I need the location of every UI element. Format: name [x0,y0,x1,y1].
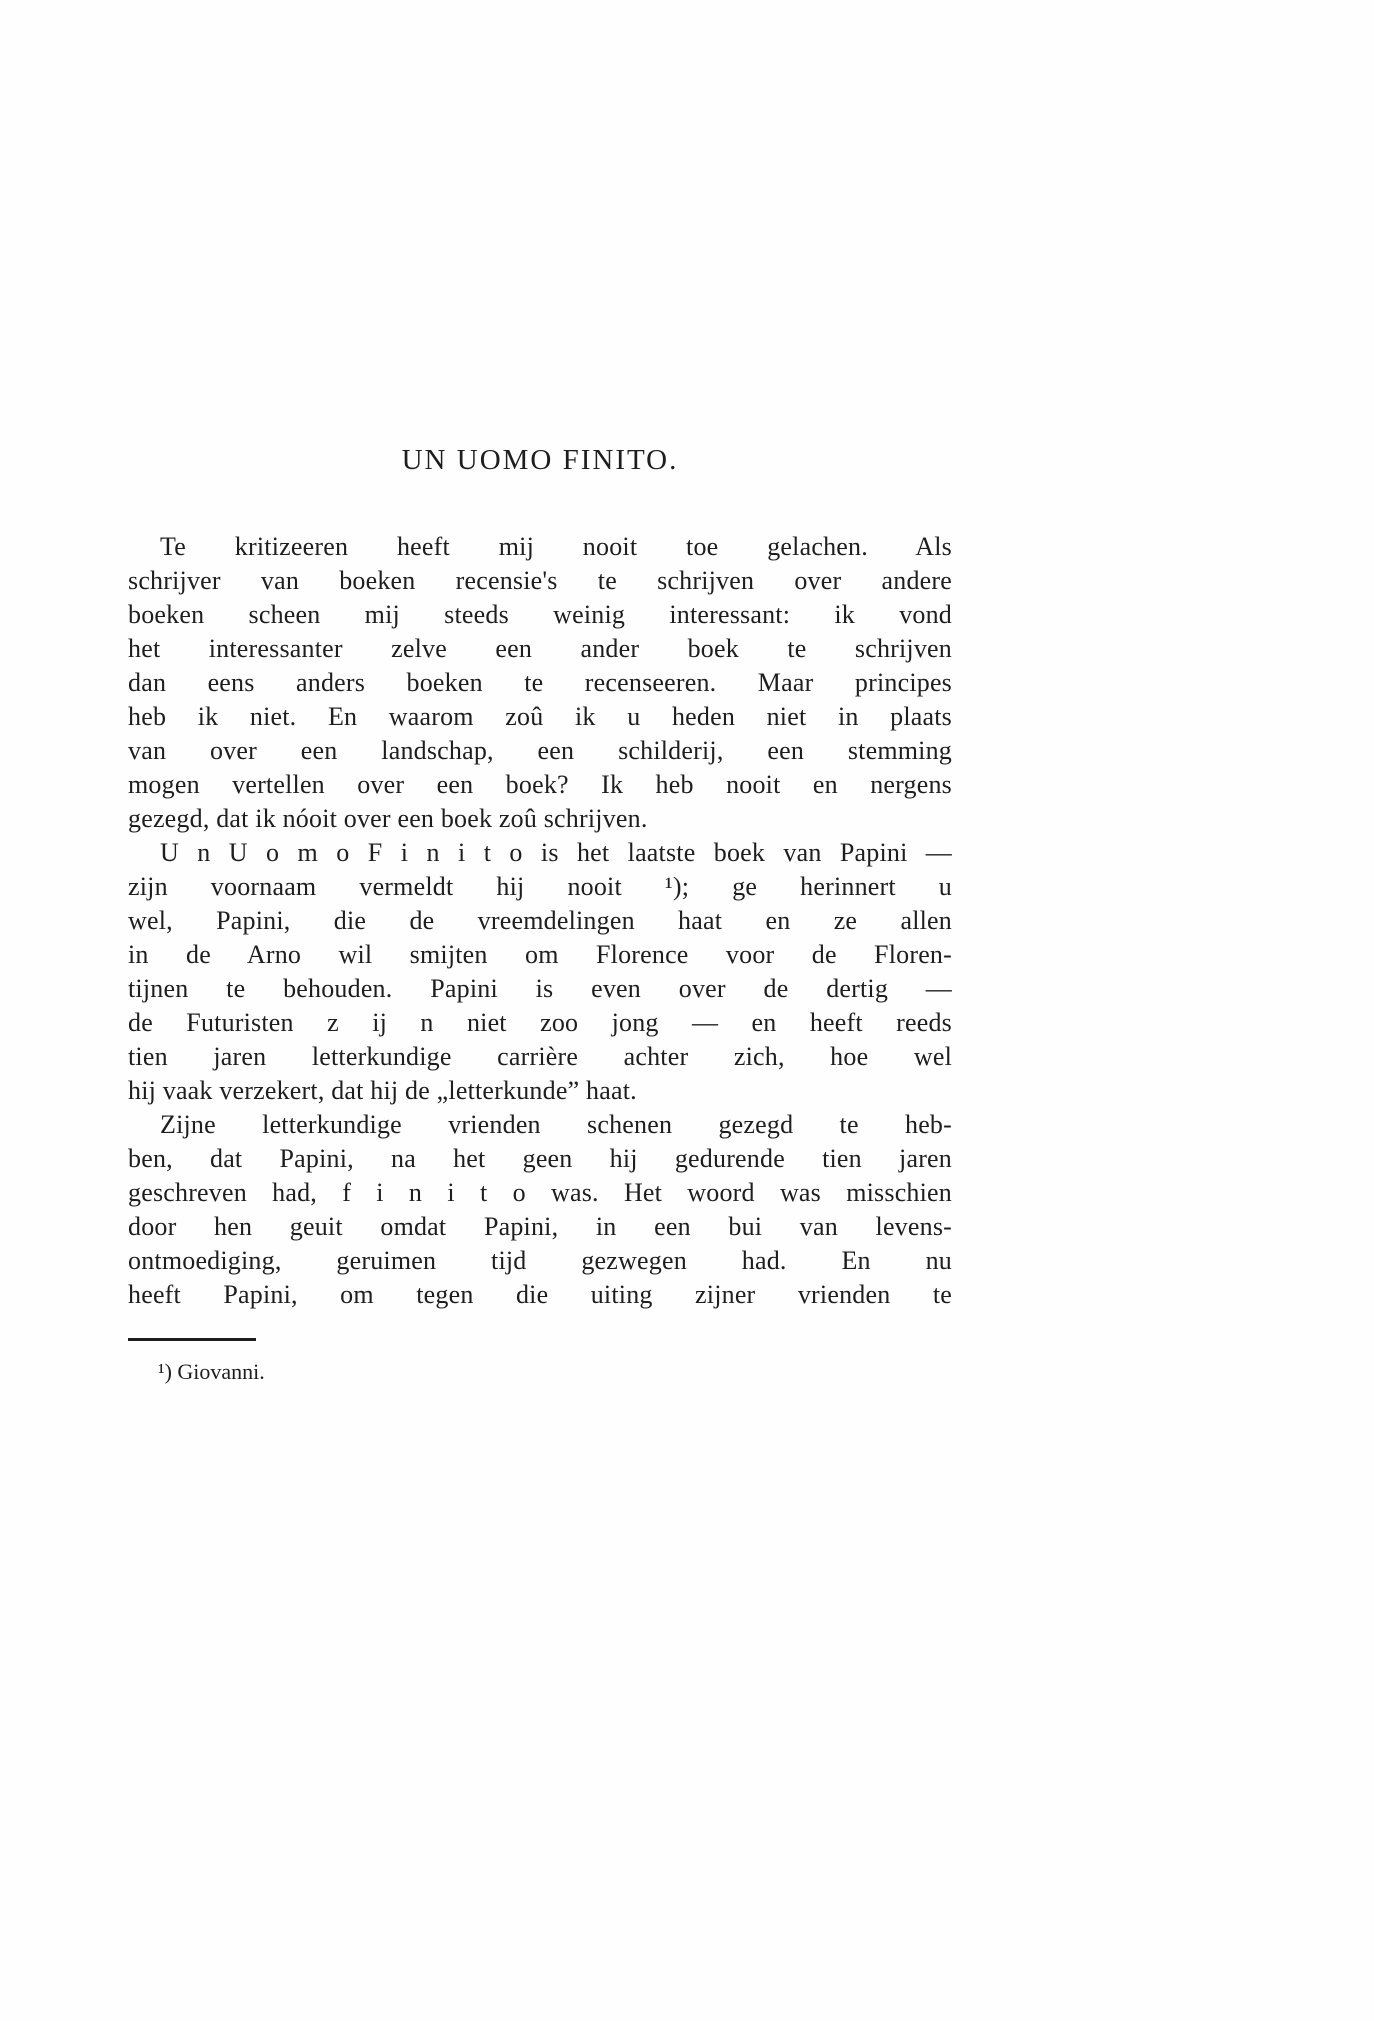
text-line: schrijver van boeken recensie's te schrijven over andere [128,566,952,595]
text-line: de Futuristen z ij n niet zoo jong — en heeft reeds [128,1008,952,1037]
text-line: U n U o m o F i n i t o is het laatste boek van Papini — [160,838,952,867]
text-block [128,442,952,1387]
text-line: hij vaak verzekert, dat hij de „letterkunde” haat. [128,1076,637,1105]
paragraph-3 [128,1108,952,1312]
text-line: heeft Papini, om tegen die uiting zijner vrienden te [128,1280,952,1309]
text-line: zijn voornaam vermeldt hij nooit ¹); ge herinnert u [128,872,952,901]
paragraph-2 [128,836,952,1108]
text-line: door hen geuit omdat Papini, in een bui van levens- [128,1212,952,1241]
text-line: het interessanter zelve een ander boek te schrijven [128,634,952,663]
text-line: geschreven had, f i n i t o was. Het woord was misschien [128,1178,952,1207]
text-line: ben, dat Papini, na het geen hij gedurende tien jaren [128,1144,952,1173]
text-line: Zijne letterkundige vrienden schenen gezegd te heb- [160,1110,952,1139]
paragraph-1 [128,530,952,836]
footnote-divider [128,1338,256,1341]
text-line: ontmoediging, geruimen tijd gezwegen had. En nu [128,1246,952,1275]
text-line: dan eens anders boeken te recenseeren. Maar principes [128,668,952,697]
text-line: mogen vertellen over een boek? Ik heb nooit en nergens [128,770,952,799]
text-line: heb ik niet. En waarom zoû ik u heden niet in plaats [128,702,952,731]
text-line: in de Arno wil smijten om Florence voor de Floren- [128,940,952,969]
text-line: tien jaren letterkundige carrière achter zich, hoe wel [128,1042,952,1071]
text-line: Te kritizeeren heeft mij nooit toe gelachen. Als [160,532,952,561]
text-line: wel, Papini, die de vreemdelingen haat en ze allen [128,906,952,935]
text-line: gezegd, dat ik nóoit over een boek zoû schrijven. [128,804,648,833]
text-line: tijnen te behouden. Papini is even over de dertig — [128,974,952,1003]
text-line: van over een landschap, een schilderij, een stemming [128,736,952,765]
page-title: UN UOMO FINITO. [401,444,679,476]
footnote: ¹) Giovanni. [158,1359,265,1384]
text-line: boeken scheen mij steeds weinig interessant: ik vond [128,600,952,629]
